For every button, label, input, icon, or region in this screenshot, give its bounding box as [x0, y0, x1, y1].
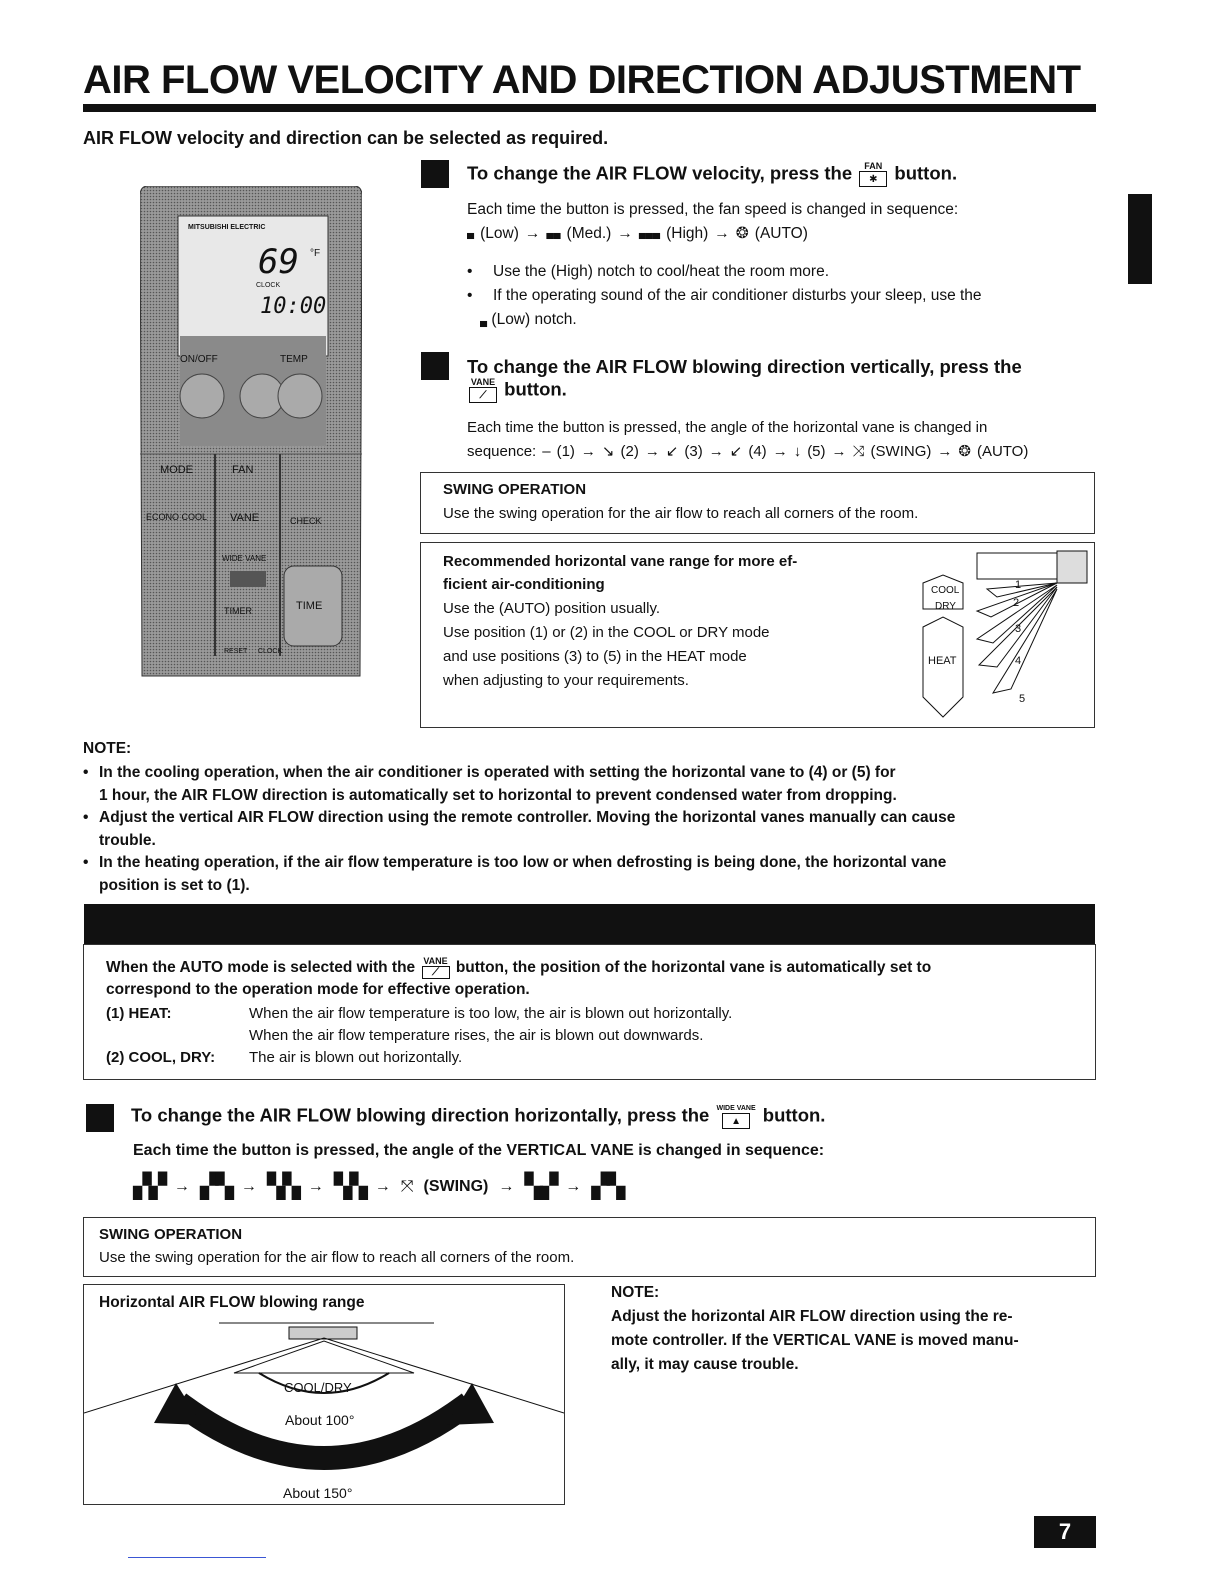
louver-wide-icon: ▞▚ [591, 1173, 623, 1200]
fan-heading-text: To change the AIR FLOW velocity, press the [467, 162, 853, 184]
note-1-item-line: position is set to (1). [99, 876, 250, 894]
swing-icon: ⤧ [400, 1177, 414, 1195]
section-marker-fan [421, 160, 449, 188]
remote-icon [140, 186, 362, 678]
swing-box-2-title: SWING OPERATION [99, 1226, 243, 1243]
fan-bullet-2-text: If the operating sound of the air conditioner disturbs your sleep, use the [493, 287, 982, 304]
arrow-icon: → [524, 225, 541, 242]
vane-seq-2: (2) [620, 443, 639, 460]
vane-symbol-icon: ⟋ [469, 387, 497, 403]
arrow-icon: → [617, 225, 633, 242]
page-title: AIR FLOW VELOCITY AND DIRECTION ADJUSTMENT [83, 58, 1081, 102]
swing-box-1-title: SWING OPERATION [443, 481, 587, 498]
horizontal-range-diagram-icon [84, 1313, 564, 1503]
bottom-link-underline [128, 1557, 266, 1558]
arrow-icon: → [831, 443, 847, 460]
remote-label-clock: CLOCK [258, 648, 283, 655]
vane-button-icon [422, 957, 450, 979]
vane-sequence [467, 440, 1028, 464]
note-1-list [83, 762, 1098, 897]
vane-heading: To change the AIR FLOW blowing direction vertically, press the [467, 356, 1022, 377]
fan-low-notch-icon: ▄ [480, 316, 488, 327]
remote-temp-unit: °F [310, 248, 321, 259]
louver-center-icon: ▚▚ [266, 1173, 298, 1200]
recommend-line-3: and use positions (3) to (5) in the HEAT mode [443, 648, 747, 665]
fan-bullet-2b-text: (Low) notch. [491, 311, 577, 328]
auto-heat-line-2: When the air flow temperature rises, the air is blown out downwards. [249, 1027, 704, 1044]
fan-bullet-2: • If the operating sound of the air conditioner disturbs your sleep, use the [467, 284, 1097, 308]
remote-label-fan: FAN [232, 464, 254, 476]
arrow-icon: → [173, 1177, 190, 1195]
note-1-item-line: In the cooling operation, when the air conditioner is operated with setting the horizontal vane to (4) or (5) for [99, 764, 896, 781]
arrow-icon: → [374, 1177, 391, 1195]
auto-mode-box [83, 944, 1096, 1080]
vane-heading-line2 [467, 378, 567, 403]
diagram-cool-label: COOL [931, 585, 960, 596]
wide-vane-button-icon [716, 1104, 755, 1129]
range-cooldry-label: COOL/DRY [284, 1380, 352, 1395]
note-1-label: NOTE: [83, 740, 132, 757]
fan-seq-low: (Low) [480, 225, 519, 242]
remote-time-display: 10:00 [260, 294, 327, 319]
wide-vane-heading-text: To change the AIR FLOW blowing direction horizontally, press the [131, 1104, 710, 1126]
vane-pos-icon: ↘ [601, 443, 615, 460]
fan-heading [467, 162, 957, 187]
louver-split-icon: ▚▞ [524, 1173, 556, 1200]
diagram-dry-label: DRY [935, 601, 956, 612]
range-about-100-label: About 100° [285, 1412, 355, 1428]
recommend-title-2: ficient air-conditioning [443, 576, 605, 593]
wide-vane-description: Each time the button is pressed, the angle of the VERTICAL VANE is changed in sequence: [133, 1142, 825, 1159]
auto-heat-line-1: When the air flow temperature is too low, the air is blown out horizontally. [249, 1005, 733, 1022]
vane-angle-diagram-icon [917, 547, 1092, 723]
remote-label-vane: VANE [230, 512, 260, 524]
fan-bullet-1: • Use the (High) notch to cool/heat the room more. [467, 260, 1097, 284]
auto-cool-label: (2) COOL, DRY: [106, 1049, 216, 1066]
horizontal-range-box [83, 1284, 565, 1505]
arrow-icon: → [714, 225, 730, 242]
swing-box-1-text: Use the swing operation for the air flow to reach all corners of the room. [443, 505, 919, 522]
fan-bullet-2b [480, 308, 577, 334]
recommended-range-box [420, 542, 1095, 728]
vane-seq-5: (5) [807, 443, 826, 460]
remote-label-temp: TEMP [280, 354, 308, 365]
vane-seq-label: sequence: [467, 443, 537, 460]
auto-box-line-1-post: button, the position of the horizontal vane is automatically set to [455, 959, 932, 977]
diagram-heat-label: HEAT [928, 655, 957, 667]
recommend-line-2: Use position (1) or (2) in the COOL or DRY mode [443, 624, 770, 641]
fan-high-notch-icon: ▄▄▄ [638, 228, 661, 239]
arrow-icon: → [580, 443, 596, 460]
title-rule [83, 104, 1096, 112]
recommend-line-1: Use the (AUTO) position usually. [443, 600, 661, 617]
note-1-item-line: trouble. [99, 831, 156, 849]
swing-operation-box-2 [83, 1217, 1096, 1277]
arrow-icon: → [307, 1177, 324, 1195]
fan-description: Each time the button is pressed, the fan speed is changed in sequence: [467, 201, 959, 218]
vane-pos-icon: ↓ [793, 443, 802, 460]
fan-seq-high: (High) [666, 225, 709, 242]
auto-icon: ❂ [735, 225, 749, 242]
vane-description: Each time the button is pressed, the angle of the horizontal vane is changed in [467, 419, 988, 436]
remote-label-check: CHECK [290, 516, 322, 526]
remote-brand: MITSUBISHI ELECTRIC [188, 224, 266, 231]
auto-box-line-1-pre: When the AUTO mode is selected with the [106, 959, 416, 977]
fan-seq-med: (Med.) [566, 225, 612, 242]
wide-vane-sequence [133, 1172, 622, 1201]
vane-seq-auto: (AUTO) [976, 443, 1029, 460]
section-marker-wide-vane [86, 1104, 114, 1132]
remote-label-time: TIME [296, 600, 323, 612]
vane-button-caption: VANE [423, 956, 448, 966]
wide-vane-heading [131, 1104, 825, 1129]
remote-label-onoff: ON/OFF [180, 354, 218, 365]
fan-heading-post: button. [894, 162, 958, 184]
wide-vane-symbol-icon: ▲ [722, 1113, 750, 1129]
remote-controller-illustration [140, 186, 362, 678]
vane-heading-post: button. [504, 378, 567, 400]
note-1-item-line: In the heating operation, if the air flow temperature is too low or when defrosting is being done, the horizontal vane [99, 854, 947, 871]
intro-subtitle: AIR FLOW velocity and direction can be selected as required. [83, 128, 609, 148]
note-1-item: • Adjust the vertical AIR FLOW direction using the remote controller. Moving the horizontal vanes manually can cause trouble. [83, 807, 1098, 852]
remote-label-reset: RESET [224, 648, 248, 655]
auto-box-line-1 [106, 957, 931, 979]
note-1-item-line: Adjust the vertical AIR FLOW direction using the remote controller. Moving the horizontal vanes manually can cause [99, 809, 956, 826]
remote-temp-display: 69 [258, 242, 299, 282]
vane-pos-icon: ↙ [665, 443, 679, 460]
arrow-icon: → [937, 443, 953, 460]
vane-seq-swing: (SWING) [870, 443, 932, 460]
auto-box-header-bar [84, 904, 1095, 944]
fan-symbol-icon: ✱ [859, 171, 887, 187]
remote-label-mode: MODE [160, 464, 193, 476]
vane-seq-4: (4) [748, 443, 767, 460]
auto-cool-line-1: The air is blown out horizontally. [249, 1049, 463, 1066]
vane-button-caption: VANE [470, 377, 496, 387]
arrow-icon: → [772, 443, 788, 460]
note-2-label: NOTE: [611, 1284, 660, 1301]
swing-operation-box-1 [420, 472, 1095, 534]
louver-left-mid-icon: ▞▚ [199, 1173, 231, 1200]
remote-label-timer: TIMER [224, 606, 252, 616]
note-1-item: • In the heating operation, if the air flow temperature is too low or when defrosting is being done, the horizontal vane position is set to (1). [83, 852, 1098, 897]
vane-seq-1: (1) [556, 443, 575, 460]
section-marker-vane [421, 352, 449, 380]
fan-button-icon [859, 162, 887, 187]
wide-vane-swing-label: (SWING) [423, 1177, 489, 1195]
fan-button-caption: FAN [864, 161, 883, 171]
range-box-title: Horizontal AIR FLOW blowing range [99, 1294, 365, 1311]
page-number: 7 [1034, 1516, 1096, 1548]
arrow-icon: → [708, 443, 724, 460]
diagram-num-5: 5 [1019, 693, 1026, 705]
auto-box-line-2: correspond to the operation mode for effective operation. [106, 981, 530, 998]
remote-label-econo: ECONO COOL [146, 512, 208, 522]
louver-left-icon: ▞▞ [133, 1173, 164, 1200]
note-2-line-2: mote controller. If the VERTICAL VANE is moved manu- [611, 1332, 1019, 1349]
fan-bullet-1-text: Use the (High) notch to cool/heat the room more. [493, 263, 829, 280]
fan-low-notch-icon: ▄ [467, 228, 475, 239]
swing-icon: ⤨ [852, 443, 865, 460]
vane-symbol-icon: ⟋ [422, 966, 450, 979]
arrow-icon: → [644, 443, 660, 460]
section-tab-marker [1128, 194, 1152, 284]
vane-button-icon [469, 378, 497, 403]
arrow-icon: → [240, 1177, 257, 1195]
note-2-line-3: ally, it may cause trouble. [611, 1356, 799, 1373]
arrow-icon: → [565, 1177, 582, 1195]
fan-sequence [467, 222, 808, 246]
note-2-line-1: Adjust the horizontal AIR FLOW direction using the re- [611, 1308, 1013, 1325]
vane-seq-3: (3) [684, 443, 703, 460]
recommend-line-4: when adjusting to your requirements. [443, 672, 689, 689]
vane-pos-icon: ↙ [729, 443, 743, 460]
remote-label-widevane: WIDE VANE [222, 554, 267, 563]
vane-pos-icon: – [542, 443, 551, 460]
auto-heat-label: (1) HEAT: [106, 1005, 172, 1022]
note-1-item-line: 1 hour, the AIR FLOW direction is automatically set to horizontal to prevent condensed water from dropping. [99, 786, 897, 804]
fan-med-notch-icon: ▄▄ [546, 228, 561, 239]
fan-seq-auto: (AUTO) [754, 225, 808, 242]
diagram-num-2: 2 [1013, 597, 1020, 609]
range-about-150-label: About 150° [283, 1485, 353, 1501]
wide-vane-button-caption: WIDE VANE [716, 1105, 756, 1112]
diagram-num-3: 3 [1015, 623, 1022, 635]
diagram-num-1: 1 [1015, 579, 1022, 591]
arrow-icon: → [498, 1177, 515, 1195]
swing-box-2-text: Use the swing operation for the air flow to reach all corners of the room. [99, 1249, 575, 1266]
recommend-title-1: Recommended horizontal vane range for more ef- [443, 553, 798, 570]
wide-vane-heading-post: button. [762, 1104, 826, 1126]
diagram-num-4: 4 [1015, 655, 1022, 667]
note-1-item: • In the cooling operation, when the air conditioner is operated with setting the horizontal vane to (4) or (5) for 1 hour, the AIR FLOW direction is automatically set to horizontal to prevent condensed water from dropping. [83, 762, 1098, 807]
remote-clock-label: CLOCK [256, 282, 281, 289]
louver-right-mid-icon: ▚▚ [333, 1173, 365, 1200]
auto-icon: ❂ [958, 443, 971, 460]
